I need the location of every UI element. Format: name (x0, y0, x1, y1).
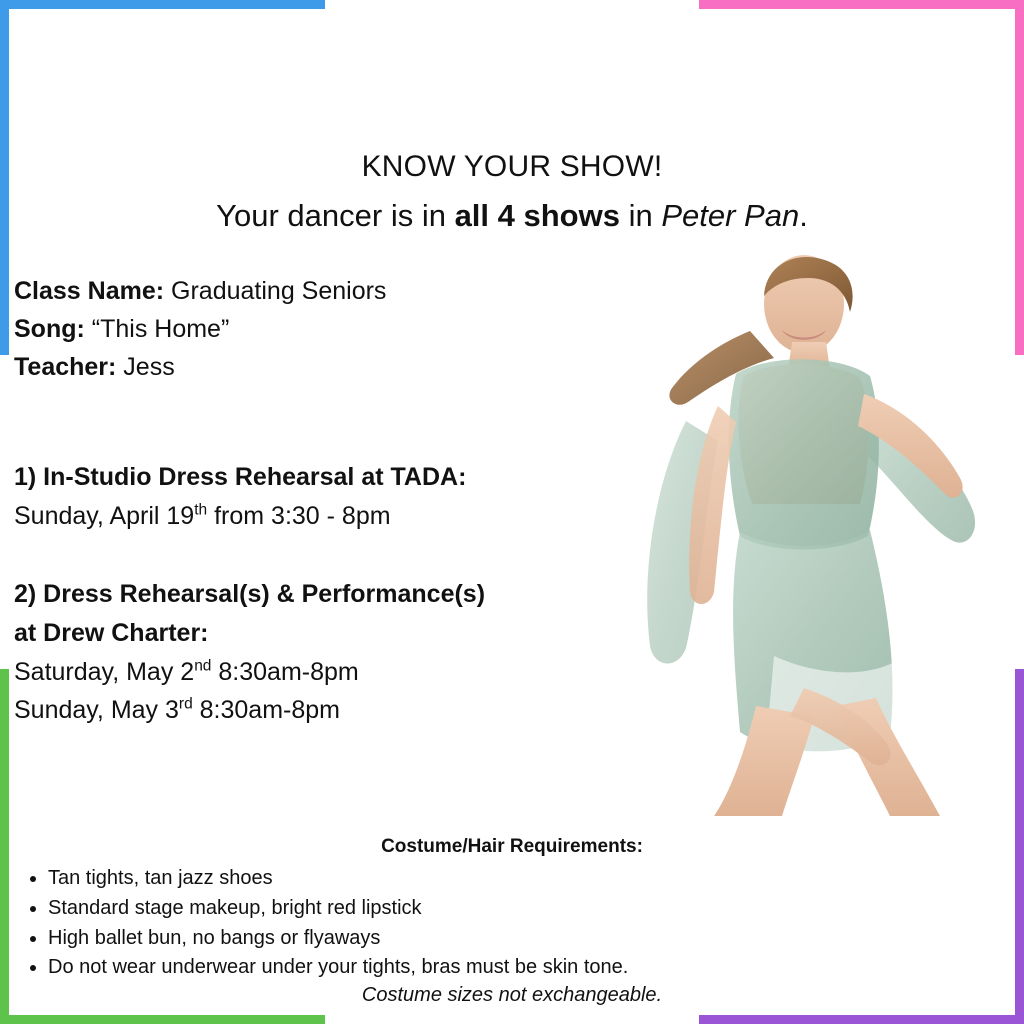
schedule-item-2-title-line2: at Drew Charter: (14, 618, 209, 647)
teacher-value: Jess (116, 353, 175, 381)
schedule-item-2-date-2-prefix: Sunday, May 3 (14, 696, 179, 725)
frame-bottom-right-accent (699, 1015, 1024, 1024)
schedule-item-2-date-2-ordinal: rd (178, 695, 193, 713)
costume-exchange-note: Costume sizes not exchangeable. (361, 984, 663, 1006)
subhead-suffix: . (799, 198, 808, 233)
schedule-item-2-date-1-prefix: Saturday, May 2 (14, 657, 195, 686)
teacher-row (14, 348, 386, 386)
schedule-item-2-date-1 (14, 653, 485, 692)
song-label: Song: (14, 315, 85, 343)
subhead-bold: all 4 shows (454, 198, 620, 233)
show-count-statement (0, 198, 1024, 234)
costume-requirements-list (20, 864, 628, 983)
page-title: KNOW YOUR SHOW! (361, 150, 663, 183)
frame-bottom-left-accent (0, 1015, 325, 1024)
schedule-item-2-title-line1: 2) Dress Rehearsal(s) & Performance(s) (14, 580, 486, 608)
class-name-label: Class Name: (14, 277, 165, 305)
costume-requirements-title: Costume/Hair Requirements: (381, 836, 643, 857)
list-item: • Standard stage makeup, bright red lipstick (48, 894, 628, 924)
schedule-item-2-date-1-ordinal: nd (194, 657, 212, 675)
dancer-illustration (568, 236, 988, 816)
dancer-photo (568, 236, 988, 816)
show-name: Peter Pan (661, 198, 800, 233)
schedule-item-1-date (14, 497, 466, 536)
list-item: • High ballet bun, no bangs or flyaways (48, 924, 628, 954)
class-name-value: Graduating Seniors (164, 277, 387, 305)
schedule-item-1 (14, 458, 466, 536)
subhead-mid: in (619, 198, 662, 233)
list-item: • Do not wear underwear under your tights, bras must be skin tone. (48, 953, 628, 983)
schedule-item-2-date-2-suffix: 8:30am-8pm (192, 696, 340, 725)
class-info-block (14, 272, 386, 386)
frame-top-left-accent (0, 0, 325, 9)
schedule-item-2-date-1-suffix: 8:30am-8pm (211, 657, 359, 686)
schedule-item-1-title: 1) In-Studio Dress Rehearsal at TADA: (14, 463, 467, 491)
class-name-row (14, 272, 386, 310)
subhead-prefix: Your dancer is in (216, 198, 455, 233)
song-value: “This Home” (84, 315, 230, 343)
schedule-item-1-date-suffix: from 3:30 - 8pm (207, 501, 391, 530)
frame-top-right-accent (699, 0, 1024, 9)
schedule-item-1-date-prefix: Sunday, April 19 (14, 501, 195, 530)
schedule-item-1-date-ordinal: th (194, 501, 208, 519)
teacher-label: Teacher: (14, 353, 117, 381)
list-item: • Tan tights, tan jazz shoes (48, 864, 628, 894)
schedule-item-2 (14, 575, 485, 730)
song-row (14, 310, 386, 348)
schedule-item-2-date-2 (14, 691, 485, 730)
